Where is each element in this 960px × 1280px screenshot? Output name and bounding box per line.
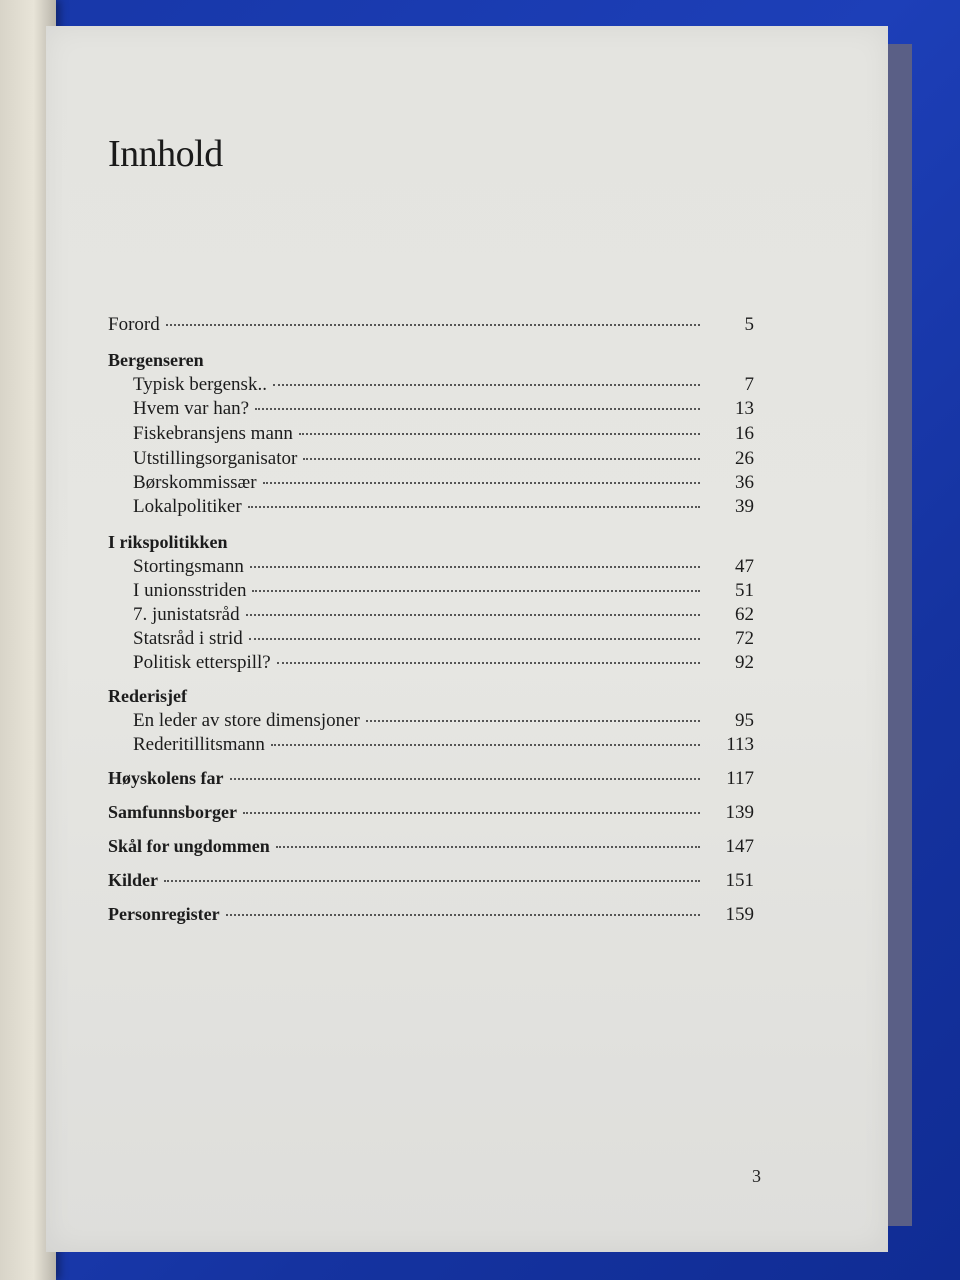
leader-dots	[255, 408, 700, 410]
section-heading: I rikspolitikken	[108, 532, 228, 552]
toc-entry	[133, 398, 754, 424]
leader-dots	[243, 812, 700, 814]
toc-chapter-page: 159	[725, 904, 754, 925]
toc-entry	[133, 580, 754, 606]
toc-entry-label: Statsråd i strid	[133, 628, 243, 649]
book-page	[46, 26, 888, 1252]
toc-chapter	[108, 768, 754, 794]
toc-entry-page: 13	[735, 398, 754, 419]
toc-entry-label: Forord	[108, 314, 160, 335]
toc-entry-page: 72	[735, 628, 754, 649]
leader-dots	[226, 914, 700, 916]
leader-dots	[303, 458, 700, 460]
toc-chapter	[108, 870, 754, 896]
leader-dots	[250, 566, 700, 568]
toc-chapter-label: Personregister	[108, 904, 220, 924]
toc-chapter	[108, 904, 754, 930]
toc-entry-page: 113	[726, 734, 754, 755]
leader-dots	[273, 384, 700, 386]
toc-entry-page: 62	[735, 604, 754, 625]
toc-entry-page: 39	[735, 496, 754, 517]
toc-entry-label: Typisk bergensk..	[133, 374, 267, 395]
toc-entry-page: 26	[735, 448, 754, 469]
toc-entry-label: Lokalpolitiker	[133, 496, 242, 517]
toc-entry-page: 7	[744, 374, 754, 395]
toc-entry	[133, 604, 754, 630]
toc-entry	[133, 448, 754, 474]
toc-chapter-page: 147	[725, 836, 754, 857]
toc-entry	[133, 710, 754, 736]
toc-entry-label: Fiskebransjens mann	[133, 423, 293, 444]
page-number: 3	[752, 1166, 761, 1186]
toc-entry-forord	[108, 314, 754, 340]
toc-entry	[133, 734, 754, 760]
toc-entry	[133, 374, 754, 400]
toc-chapter-label: Skål for ungdommen	[108, 836, 270, 856]
leader-dots	[271, 744, 700, 746]
leader-dots	[277, 662, 700, 664]
toc-entry-page: 95	[735, 710, 754, 731]
leader-dots	[366, 720, 700, 722]
toc-entry-page: 5	[744, 314, 754, 335]
toc-entry	[133, 652, 754, 678]
leader-dots	[263, 482, 700, 484]
toc-entry-page: 47	[735, 556, 754, 577]
toc-entry-page: 36	[735, 472, 754, 493]
leader-dots	[276, 846, 700, 848]
toc-chapter-label: Samfunnsborger	[108, 802, 238, 822]
toc-chapter-label: Kilder	[108, 870, 158, 890]
toc-entry-page: 92	[735, 652, 754, 673]
toc-entry-label: Rederitillitsmann	[133, 734, 265, 755]
toc-chapter-page: 151	[725, 870, 754, 891]
toc-entry-label: Politisk etterspill?	[133, 652, 271, 673]
leader-dots	[166, 324, 700, 326]
toc-entry-label: Stortingsmann	[133, 556, 244, 577]
toc-entry-page: 16	[735, 423, 754, 444]
toc-entry-label: Børskommissær	[133, 472, 257, 493]
toc-chapter-page: 139	[725, 802, 754, 823]
toc-chapter	[108, 836, 754, 862]
leader-dots	[164, 880, 700, 882]
toc-entry	[133, 423, 754, 449]
leader-dots	[246, 614, 700, 616]
toc-entry	[133, 556, 754, 582]
leader-dots	[248, 506, 700, 508]
toc-chapter-page: 117	[726, 768, 754, 789]
leader-dots	[230, 778, 700, 780]
toc-entry	[133, 496, 754, 522]
toc-entry-page: 51	[735, 580, 754, 601]
page-title: Innhold	[108, 133, 223, 175]
section-heading: Bergenseren	[108, 350, 204, 370]
toc-entry-label: I unionsstriden	[133, 580, 247, 601]
leader-dots	[252, 590, 700, 592]
toc-chapter-label: Høyskolens far	[108, 768, 224, 788]
section-heading: Rederisjef	[108, 686, 187, 706]
toc-entry-label: 7. junistatsråd	[133, 604, 240, 625]
leader-dots	[249, 638, 700, 640]
toc-entry	[133, 472, 754, 498]
toc-entry-label: En leder av store dimensjoner	[133, 710, 360, 731]
toc-entry-label: Hvem var han?	[133, 398, 250, 419]
toc-chapter	[108, 802, 754, 828]
leader-dots	[299, 433, 700, 435]
toc-entry-label: Utstillingsorganisator	[133, 448, 298, 469]
toc-entry	[133, 628, 754, 654]
